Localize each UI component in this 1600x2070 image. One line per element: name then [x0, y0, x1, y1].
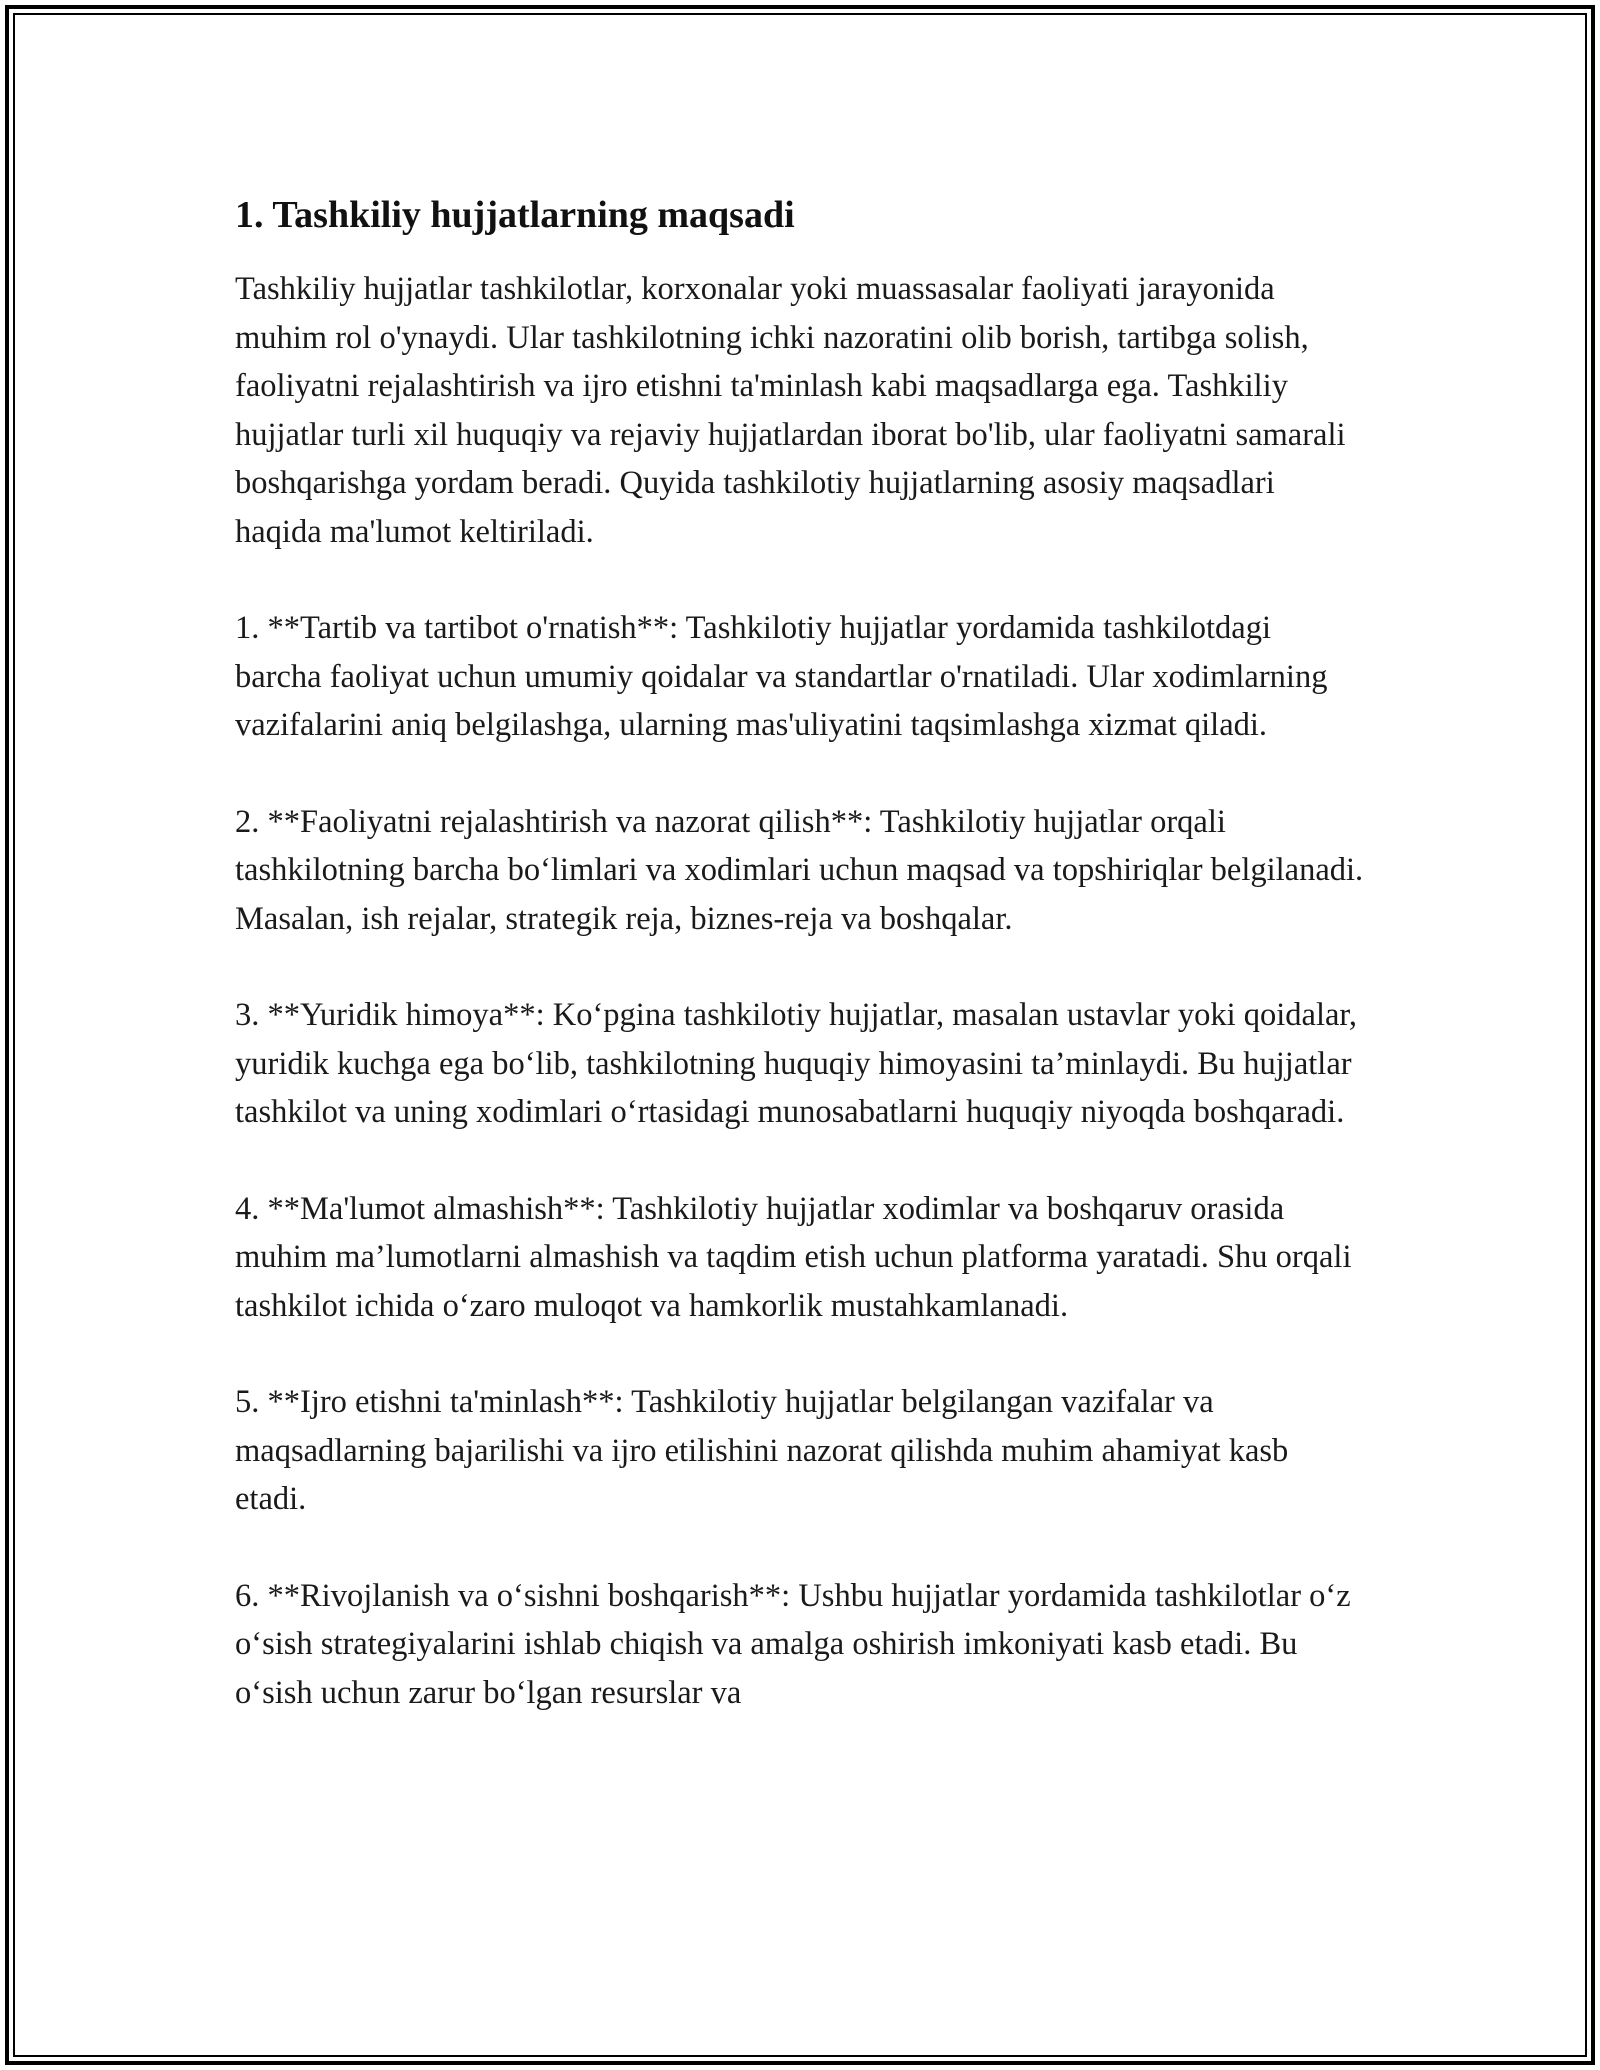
list-item-4: 4. **Ma'lumot almashish**: Tashkilotiy hujjatlar xodimlar va boshqaruv orasida muhim ma’lumotlarni almashish va taqdim etish uchun platforma yaratadi. Shu orqali tashkilot ichida o‘zaro muloqot va hamkorlik mustahkamlanadi.	[235, 1190, 1352, 1324]
document-body	[235, 187, 1365, 1765]
section-heading: 1. Tashkiliy hujjatlarning maqsadi	[235, 194, 795, 236]
list-item-1: 1. **Tartib va tartibot o'rnatish**: Tashkilotiy hujjatlar yordamida tashkilotdagi barcha faoliyat uchun umumiy qoidalar va standartlar o'rnatiladi. Ular xodimlarning vazifalarini aniq belgilashga, ularning mas'uliyatini taqsimlashga xizmat qiladi.	[235, 610, 1328, 743]
list-item-6: 6. **Rivojlanish va o‘sishni boshqarish**: Ushbu hujjatlar yordamida tashkilotlar o‘z o‘sish strategiyalarini ishlab chiqish va amalga oshirish imkoniyati kasb etadi. Bu o‘sish uchun zarur bo‘lgan resurslar va	[235, 1577, 1351, 1711]
list-item-3: 3. **Yuridik himoya**: Ko‘pgina tashkilotiy hujjatlar, masalan ustavlar yoki qoidalar, yuridik kuchga ega bo‘lib, tashkilotning huquqiy himoyasini ta’minlaydi. Bu hujjatlar tashkilot va uning xodimlari o‘rtasidagi munosabatlarni huquqiy niyoqda boshqaradi.	[235, 997, 1358, 1130]
list-item-5: 5. **Ijro etishni ta'minlash**: Tashkilotiy hujjatlar belgilangan vazifalar va maqsadlarning bajarilishi va ijro etilishini nazorat qilishda muhim ahamiyat kasb etadi.	[235, 1384, 1289, 1517]
intro-paragraph: Tashkiliy hujjatlar tashkilotlar, korxonalar yoki muassasalar faoliyati jarayonida muhim rol o'ynaydi. Ular tashkilotning ichki nazoratini olib borish, tartibga solish, faoliyatni rejalashtirish va ijro etishni ta'minlash kabi maqsadlarga ega. Tashkiliy hujjatlar turli xil huquqiy va rejaviy hujjatlardan iborat bo'lib, ular faoliyatni samarali boshqarishga yordam beradi. Quyida tashkilotiy hujjatlarning asosiy maqsadlari haqida ma'lumot keltiriladi.	[235, 271, 1346, 550]
list-item-2: 2. **Faoliyatni rejalashtirish va nazorat qilish**: Tashkilotiy hujjatlar orqali tashkilotning barcha bo‘limlari va xodimlari uchun maqsad va topshiriqlar belgilanadi. Masalan, ish rejalar, strategik reja, biznes-reja va boshqalar.	[235, 803, 1364, 937]
